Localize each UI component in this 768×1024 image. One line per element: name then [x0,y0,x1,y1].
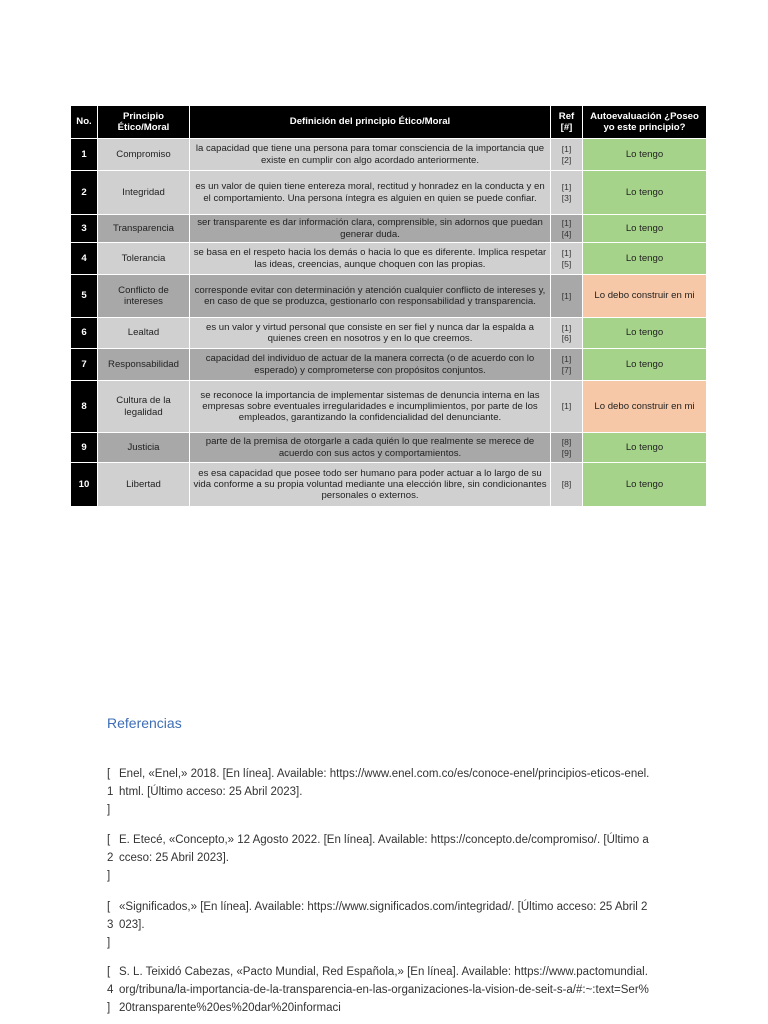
reference-marker [107,963,119,1017]
self-evaluation: Lo tengo [583,463,707,507]
self-evaluation: Lo tengo [583,139,707,171]
reference-index: 1 [107,786,114,798]
table-row [71,171,707,215]
reference-text: «Significados,» [En línea]. Available: https://www.significados.com/integridad/. [Último acceso: 25 Abril 2023]. [119,901,648,931]
self-evaluation: Lo tengo [583,243,707,275]
reference-number: [4] [561,228,572,239]
reference-text: Enel, «Enel,» 2018. [En línea]. Available: https://www.enel.com.co/es/conoce-enel/principios-eticos-enel.html. [Último acceso: 25 Abril 2023]. [119,768,650,798]
principle-name: Tolerancia [98,243,190,275]
reference-number: [8] [561,479,572,490]
reference-entry [107,963,652,1017]
reference-cell [551,215,583,243]
table-header-row [71,106,707,139]
principle-name: Libertad [98,463,190,507]
principle-definition: ser transparente es dar información clara, comprensible, sin adornos que puedan generar duda. [190,215,551,243]
principle-definition: es esa capacidad que posee todo ser humano para poder actuar a lo largo de su vida conforme a su propia voluntad mediante una elección libre, sin condicionantes personales o externos. [190,463,551,507]
row-number: 6 [71,318,98,349]
reference-number: [8] [561,437,572,448]
principle-name: Conflicto de intereses [98,275,190,318]
reference-number: [1] [561,182,572,193]
principle-name: Responsabilidad [98,349,190,381]
reference-number: [1] [561,218,572,229]
reference-entry [107,898,652,949]
reference-cell [551,433,583,463]
bracket-close: ] [107,937,111,949]
reference-number: [1] [561,248,572,259]
reference-marker [107,898,119,952]
reference-number: [9] [561,447,572,458]
row-number: 1 [71,139,98,171]
table-row [71,318,707,349]
table-row [71,139,707,171]
reference-number: [1] [561,322,572,333]
principle-definition: se reconoce la importancia de implementar sistemas de denuncia interna en las empresas sobre eventuales irregularidades e incumplimientos, por parte de los empleados, garantizando la confidencialidad del denunciante. [190,381,551,433]
self-evaluation: Lo tengo [583,433,707,463]
reference-entry [107,765,652,816]
table-row [71,243,707,275]
bracket-open: [ [107,966,111,978]
reference-marker [107,765,119,819]
row-number: 8 [71,381,98,433]
bracket-open: [ [107,901,111,913]
row-number: 7 [71,349,98,381]
reference-text: E. Etecé, «Concepto,» 12 Agosto 2022. [En línea]. Available: https://concepto.de/compromiso/. [Último acceso: 25 Abril 2023]. [119,834,649,864]
row-number: 9 [71,433,98,463]
reference-marker [107,831,119,885]
reference-index: 4 [107,984,114,996]
principle-definition: parte de la premisa de otorgarle a cada quién lo que realmente se merece de acuerdo con sus actos y comportamientos. [190,433,551,463]
principle-name: Justicia [98,433,190,463]
reference-index: 3 [107,919,114,931]
row-number: 3 [71,215,98,243]
reference-cell [551,318,583,349]
principle-definition: es un valor y virtud personal que consiste en ser fiel y nunca dar la espalda a quienes creen en nosotros y en lo que creemos. [190,318,551,349]
references-heading: Referencias [107,715,182,731]
table-row [71,463,707,507]
row-number: 2 [71,171,98,215]
principle-definition: se basa en el respeto hacia los demás o hacia lo que es diferente. Implica respetar las ideas, creencias, aunque choquen con las propias. [190,243,551,275]
reference-text: S. L. Teixidó Cabezas, «Pacto Mundial, Red Española,» [En línea]. Available: https://www.pactomundial.org/tribuna/la-importancia-de-la-transparencia-en-las-organizaciones-la-vision-de-seit-s-a/#:~:text=Ser%20transparente%20es%20dar%20informaci [119,966,649,1014]
table-row [71,381,707,433]
reference-number: [1] [561,290,572,301]
row-number: 5 [71,275,98,318]
reference-cell [551,349,583,381]
reference-cell [551,381,583,433]
bracket-close: ] [107,870,111,882]
reference-cell [551,275,583,318]
reference-cell [551,243,583,275]
reference-entry [107,831,652,882]
principle-definition: capacidad del individuo de actuar de la manera correcta (o de acuerdo con lo esperado) y comprometerse con propósitos conjuntos. [190,349,551,381]
bracket-close: ] [107,804,111,816]
header-ref: Ref [#] [551,106,583,139]
principle-name: Integridad [98,171,190,215]
reference-cell [551,139,583,171]
principles-table [70,105,707,507]
self-evaluation: Lo tengo [583,318,707,349]
self-evaluation: Lo debo construir en mi [583,275,707,318]
reference-number: [7] [561,364,572,375]
table-row [71,349,707,381]
reference-number: [6] [561,333,572,343]
row-number: 4 [71,243,98,275]
bracket-open: [ [107,834,111,846]
principle-name: Compromiso [98,139,190,171]
reference-number: [1] [561,144,572,155]
reference-number: [2] [561,154,572,165]
reference-index: 2 [107,852,114,864]
reference-number: [1] [561,354,572,365]
principle-name: Lealtad [98,318,190,349]
header-definition: Definición del principio Ético/Moral [190,106,551,139]
table-row [71,433,707,463]
reference-cell [551,463,583,507]
principle-name: Cultura de la legalidad [98,381,190,433]
principle-definition: es un valor de quien tiene entereza moral, rectitud y honradez en la conducta y en el comportamiento. Una persona íntegra es alguien en quien se puede confiar. [190,171,551,215]
self-evaluation: Lo tengo [583,349,707,381]
principle-definition: corresponde evitar con determinación y atención cualquier conflicto de intereses y, en caso de que se produzca, gestionarlo con responsabilidad y transparencia. [190,275,551,318]
reference-number: [1] [561,401,572,412]
bracket-open: [ [107,768,111,780]
reference-number: [3] [561,192,572,203]
header-self-evaluation: Autoevaluación ¿Poseo yo este principio? [583,106,707,139]
reference-number: [5] [561,258,572,269]
bracket-close: ] [107,1002,111,1014]
reference-cell [551,171,583,215]
self-evaluation: Lo debo construir en mi [583,381,707,433]
self-evaluation: Lo tengo [583,215,707,243]
table-row [71,215,707,243]
principle-name: Transparencia [98,215,190,243]
header-principle: Principio Ético/Moral [98,106,190,139]
principle-definition: la capacidad que tiene una persona para tomar consciencia de la importancia que existe en cumplir con algo acordado anteriormente. [190,139,551,171]
table-row [71,275,707,318]
row-number: 10 [71,463,98,507]
header-no: No. [71,106,98,139]
self-evaluation: Lo tengo [583,171,707,215]
